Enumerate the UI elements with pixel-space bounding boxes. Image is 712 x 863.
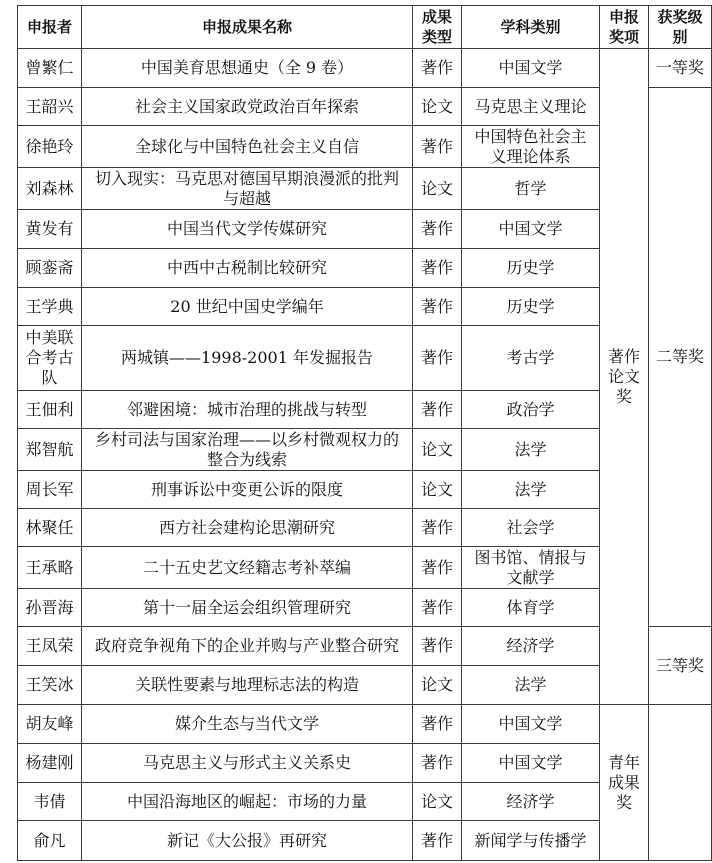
header-applicant: 申报者	[18, 6, 82, 49]
cell-title: 二十五史艺文经籍志考补萃编	[82, 547, 413, 589]
cell-applicant: 王笑冰	[18, 666, 82, 705]
cell-type: 著作	[413, 249, 462, 288]
cell-discipline: 考古学	[462, 326, 600, 391]
cell-title: 切入现实：马克思对德国早期浪漫派的批判与超越	[82, 168, 413, 210]
cell-discipline: 中国特色社会主义理论体系	[462, 126, 600, 168]
cell-discipline: 图书馆、情报与文献学	[462, 547, 600, 589]
cell-applicant: 王佃利	[18, 391, 82, 429]
cell-type: 论文	[413, 666, 462, 705]
cell-type: 著作	[413, 509, 462, 547]
cell-title: 新记《大公报》再研究	[82, 821, 413, 861]
cell-title: 媒介生态与当代文学	[82, 705, 413, 744]
cell-type: 著作	[413, 705, 462, 744]
cell-type: 论文	[413, 88, 462, 126]
cell-discipline: 法学	[462, 666, 600, 705]
cell-applicant: 周长军	[18, 471, 82, 509]
cell-type: 论文	[413, 429, 462, 471]
cell-discipline: 哲学	[462, 168, 600, 210]
cell-title: 社会主义国家政党政治百年探索	[82, 88, 413, 126]
header-row	[18, 6, 712, 49]
table-row	[18, 49, 712, 88]
cell-title: 乡村司法与国家治理——以乡村微观权力的整合为线索	[82, 429, 413, 471]
cell-title: 关联性要素与地理标志法的构造	[82, 666, 413, 705]
cell-applicant: 黄发有	[18, 210, 82, 249]
cell-discipline: 经济学	[462, 627, 600, 666]
cell-type: 著作	[413, 126, 462, 168]
cell-discipline: 历史学	[462, 249, 600, 288]
table-row	[18, 705, 712, 744]
cell-discipline: 法学	[462, 471, 600, 509]
cell-title: 中国美育思想通史（全 9 卷）	[82, 49, 413, 88]
cell-type: 论文	[413, 783, 462, 821]
awards-table	[17, 5, 712, 861]
cell-type: 著作	[413, 210, 462, 249]
cell-level: 一等奖	[649, 49, 712, 88]
cell-type: 著作	[413, 49, 462, 88]
cell-discipline: 中国文学	[462, 744, 600, 783]
cell-discipline: 中国文学	[462, 210, 600, 249]
cell-applicant: 中美联合考古队	[18, 326, 82, 391]
cell-title: 马克思主义与形式主义关系史	[82, 744, 413, 783]
cell-type: 著作	[413, 744, 462, 783]
cell-title: 刑事诉讼中变更公诉的限度	[82, 471, 413, 509]
cell-applicant: 杨建刚	[18, 744, 82, 783]
cell-applicant: 顾銮斋	[18, 249, 82, 288]
cell-title: 第十一届全运会组织管理研究	[82, 589, 413, 627]
header-discipline: 学科类别	[462, 6, 600, 49]
cell-title: 邻避困境：城市治理的挑战与转型	[82, 391, 413, 429]
cell-type: 论文	[413, 168, 462, 210]
cell-discipline: 经济学	[462, 783, 600, 821]
cell-applicant: 王承略	[18, 547, 82, 589]
cell-award: 著作论文奖	[600, 49, 649, 705]
cell-award: 青年成果奖	[600, 705, 649, 861]
cell-type: 著作	[413, 326, 462, 391]
cell-title: 西方社会建构论思潮研究	[82, 509, 413, 547]
cell-applicant: 林聚任	[18, 509, 82, 547]
cell-type: 著作	[413, 589, 462, 627]
cell-level	[649, 705, 712, 861]
cell-title: 政府竞争视角下的企业并购与产业整合研究	[82, 627, 413, 666]
header-level: 获奖级别	[649, 6, 712, 49]
cell-type: 论文	[413, 471, 462, 509]
cell-applicant: 刘森林	[18, 168, 82, 210]
cell-type: 著作	[413, 547, 462, 589]
cell-applicant: 俞凡	[18, 821, 82, 861]
cell-title: 全球化与中国特色社会主义自信	[82, 126, 413, 168]
cell-type: 著作	[413, 627, 462, 666]
cell-title: 中西中古税制比较研究	[82, 249, 413, 288]
header-title: 申报成果名称	[82, 6, 413, 49]
header-award: 申报奖项	[600, 6, 649, 49]
cell-title: 20 世纪中国史学编年	[82, 288, 413, 326]
cell-discipline: 马克思主义理论	[462, 88, 600, 126]
cell-applicant: 郑智航	[18, 429, 82, 471]
cell-title: 中国沿海地区的崛起：市场的力量	[82, 783, 413, 821]
cell-discipline: 法学	[462, 429, 600, 471]
cell-title: 两城镇——1998-2001 年发掘报告	[82, 326, 413, 391]
cell-applicant: 韦倩	[18, 783, 82, 821]
table-container	[17, 5, 712, 861]
cell-discipline: 社会学	[462, 509, 600, 547]
cell-discipline: 中国文学	[462, 705, 600, 744]
cell-applicant: 王学典	[18, 288, 82, 326]
cell-applicant: 孙晋海	[18, 589, 82, 627]
cell-level: 二等奖	[649, 88, 712, 627]
cell-discipline: 历史学	[462, 288, 600, 326]
cell-discipline: 中国文学	[462, 49, 600, 88]
cell-type: 著作	[413, 391, 462, 429]
cell-discipline: 新闻学与传播学	[462, 821, 600, 861]
cell-applicant: 王凤荣	[18, 627, 82, 666]
cell-applicant: 王韶兴	[18, 88, 82, 126]
cell-discipline: 政治学	[462, 391, 600, 429]
cell-title: 中国当代文学传媒研究	[82, 210, 413, 249]
cell-discipline: 体育学	[462, 589, 600, 627]
cell-applicant: 胡友峰	[18, 705, 82, 744]
cell-applicant: 曾繁仁	[18, 49, 82, 88]
cell-type: 著作	[413, 288, 462, 326]
header-type: 成果类型	[413, 6, 462, 49]
cell-level: 三等奖	[649, 627, 712, 705]
cell-type: 著作	[413, 821, 462, 861]
table-body	[18, 49, 712, 861]
cell-applicant: 徐艳玲	[18, 126, 82, 168]
